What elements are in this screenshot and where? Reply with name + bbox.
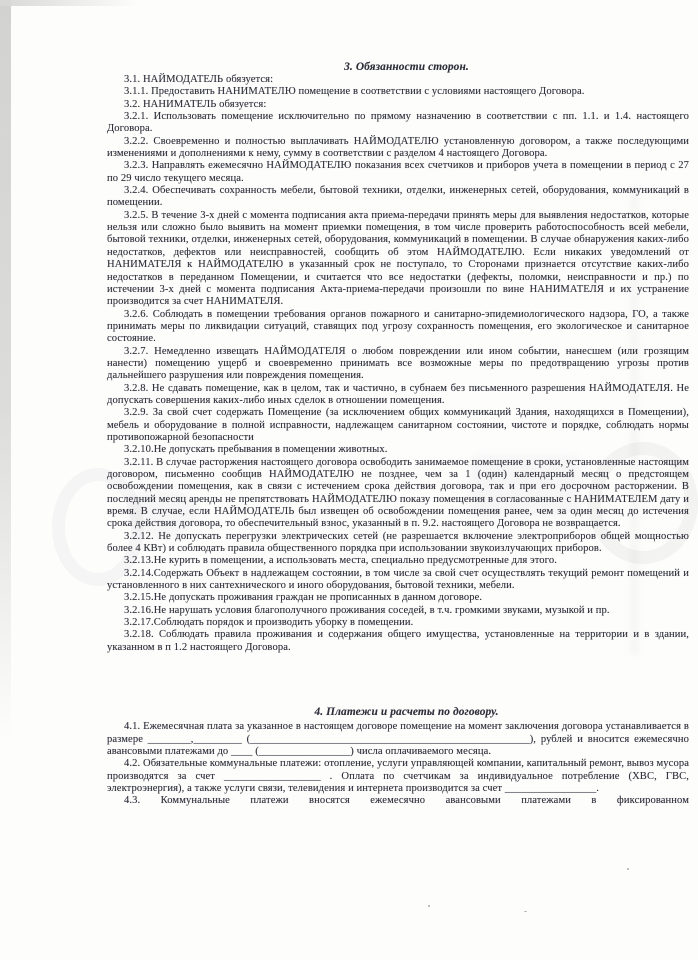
para-3-2-13: 3.2.13.Не курить в помещении, а использовать места, специально предусмотренные для этого.: [124, 555, 557, 567]
para-3-2-7: 3.2.7. Немедленно извещать НАЙМОДАТЕЛЯ о любом повреждении или ином событии, нанесшем (или грозящим нанести) помещению ущерб и своевременно принимать все возможные меры по предотвращению угрозы против дальнейшего разрушения или повреждения помещения.: [107, 345, 689, 382]
para-3-2-14: 3.2.14.Содержать Объект в надлежащем состоянии, в том числе за свой счет осуществлять текущий ремонт помещений и установленного в них сантехнического и иного оборудования, бытовой техники, мебели.: [107, 567, 689, 592]
para-3-2-9: 3.2.9. За свой счет содержать Помещение (за исключением общих коммуникаций Здания, находящихся в Помещении), мебель и оборудование в полной исправности, надлежащем санитарном состоянии, чистоте и порядке, соблюдать нормы противопожарной безопасности: [107, 407, 689, 443]
scanner-edge: [0, 0, 11, 740]
para-4-2: 4.2. Обязательные коммунальные платежи: отопление, услуги управляющей компании, капитальный ремонт, вывоз мусора производятся за счет __________________ . Оплата по счетчикам за индивидуальное потребление (ХВС, ГВС, электроэнергия), а также услуги связи, телевидения и интернета производится за счет _________________.: [107, 758, 689, 794]
scan-speck: [627, 868, 629, 870]
para-3-2-2: 3.2.2. Своевременно и полностью выплачивать НАЙМОДАТЕЛЮ установленную договором, а также последующими изменениями и дополнениями к нему, сумму в соответствии с разделом 4 настоящего Договора.: [107, 135, 689, 160]
para-4-3: 4.3. Коммунальные платежи вносятся ежемесячно авансовыми платежами в фиксированном: [124, 795, 689, 807]
section-3-title: 3. Обязанности сторон.: [344, 61, 469, 73]
para-3-2-17: 3.2.17.Соблюдать порядок и производить уборку в помещении.: [124, 617, 414, 629]
para-3-2-12: 3.2.12. Не допускать перегрузки электрических сетей (не разрешается включение электроприборов общей мощностью более 4 КВт) и соблюдать правила общественного порядка при использовании звукоизлучающих приборов.: [107, 530, 689, 555]
para-3-2-6: 3.2.6. Соблюдать в помещении требования органов пожарного и санитарно-эпидемиологического надзора, ГО, а также принимать меры по ликвидации ситуаций, ставящих под угрозу сохранность помещения, его экологическое и санитарное состояние.: [107, 308, 689, 345]
para-3-2: 3.2. НАНИМАТЕЛЬ обязуется:: [124, 98, 267, 110]
para-3-2-11: 3.2.11. В случае расторжения настоящего договора освободить занимаемое помещение в сроки, установленные настоящим договором, письменно сообщив НАЙМОДАТЕЛЮ не позднее, чем за 1 (один) календарный месяц о предстоящем освобождении помещения, как в связи с истечением срока действия договора, так и при его досрочном расторжении. В последний месяц аренды не препятствовать НАЙМОДАТЕЛЮ показу помещения в согласованные с НАНИМАТЕЛЕМ дату и время. В случае, если НАЙМОДАТЕЛЬ был извещен об освобождении помещения ранее, чем за один месяц до истечения срока действия договора, то обеспечительный взнос, указанный в п. 9.2. настоящего Договора не возвращается.: [107, 456, 689, 530]
section-4-title: 4. Платежи и расчеты по договору.: [314, 706, 499, 719]
para-3-2-16: 3.2.16.Не нарушать условия благополучного проживания соседей, в т.ч. громкими звуками, музыкой и пр.: [124, 604, 610, 616]
para-3-1: 3.1. НАЙМОДАТЕЛЬ обязуется:: [124, 74, 274, 85]
para-3-2-1: 3.2.1. Использовать помещение исключительно по прямому назначению в соответствии с пп. 1.1. и 1.4. настоящего Договора.: [107, 111, 689, 135]
para-3-2-10: 3.2.10.Не допускать пребывания в помещении животных.: [124, 444, 388, 456]
scanner-edge-top: [0, 0, 140, 6]
para-3-2-18: 3.2.18. Соблюдать правила проживания и содержания общего имущества, установленные на территории и в здании, указанном в п 1.2 настоящего Договора.: [107, 629, 689, 653]
para-3-2-8: 3.2.8. Не сдавать помещение, как в целом, так и частично, в субнаем без письменного разрешения НАЙМОДАТЕЛЯ. Не допускать совершения каких-либо иных сделок в отношении помещения.: [107, 382, 689, 406]
para-3-1-1: 3.1.1. Предоставить НАНИМАТЕЛЮ помещение в соответствии с условиями настоящего Договора.: [124, 86, 585, 98]
scan-speck: [428, 905, 430, 907]
contract-text: [107, 61, 689, 808]
scan-speck: [524, 911, 527, 912]
para-3-2-3: 3.2.3. Направлять ежемесячно НАЙМОДАТЕЛЮ показания всех счетчиков и приборов учета в помещении в период с 27 по 29 число текущего месяца.: [107, 160, 689, 184]
para-3-2-5: 3.2.5. В течение 3-х дней с момента подписания акта приема-передачи принять меры для выявления недостатков, которые нельзя или сложно было выявить на момент приемки помещения, в том числе проверить работоспособность всей мебели, бытовой техники, отделки, инженерных сетей, оборудования, коммуникаций в помещении. В случае обнаружения каких-либо недостатков, дефектов или неисправностей, сообщить об этом НАЙМОДАТЕЛЮ. Если никаких уведомлений от НАНИМАТЕЛЯ к НАЙМОДАТЕЛЮ в указанный срок не поступало, то Сторонами признается отсутствие каких-либо недостатков в переданном Помещении, и считается что все недостатки (дефекты, поломки, неисправности и пр.) по истечении 3-х дней с момента подписания Акта-приема-передачи произошли по вине НАНИМАТЕЛЯ и их устранение производится за счет НАНИМАТЕЛЯ.: [107, 209, 689, 308]
para-4-1: 4.1. Ежемесячная плата за указанное в настоящем договоре помещение на момент заключения договора устанавливается в размере ________,_________ (____________________________________________________), рублей и вносится ежемесячно авансовыми платежами до ____ (_________________) числа оплачиваемого месяца.: [107, 721, 689, 757]
para-3-2-4: 3.2.4. Обеспечивать сохранность мебели, бытовой техники, отделки, инженерных сетей, оборудования, коммуникаций в помещении.: [107, 185, 689, 209]
para-3-2-15: 3.2.15.Не допускать проживания граждан не прописанных в данном договоре.: [124, 592, 483, 604]
